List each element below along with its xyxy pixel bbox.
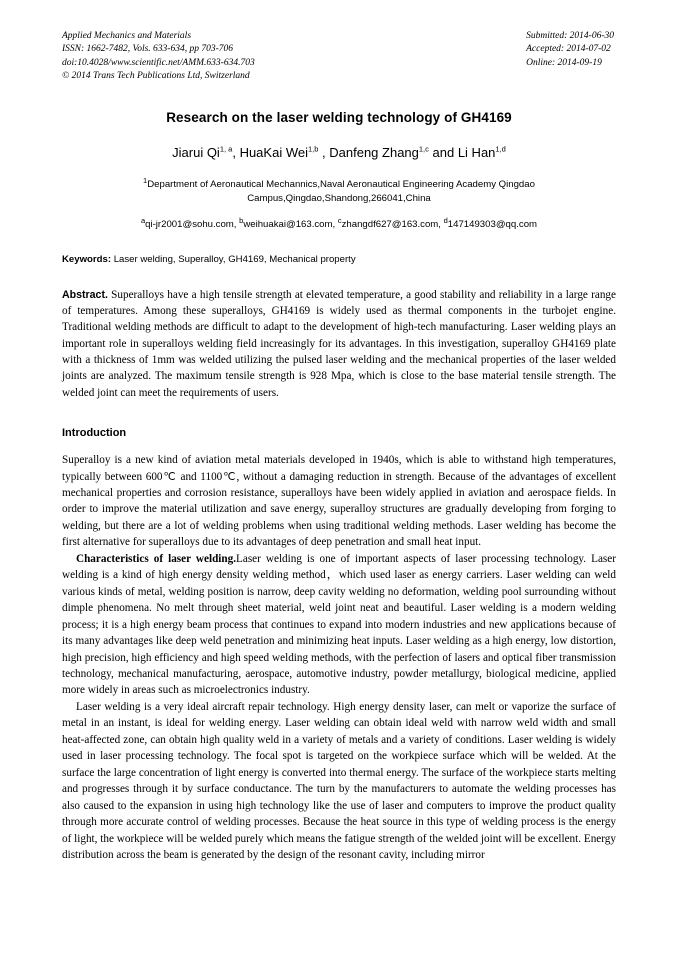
page-header: [62, 30, 616, 84]
author-name: , HuaKai Wei: [232, 144, 308, 160]
email-address[interactable]: zhangdf627@163.com,: [341, 218, 444, 230]
run-in-heading: Characteristics of laser welding.: [76, 552, 237, 565]
keywords-label: Keywords:: [62, 253, 112, 265]
author-affil-marker: 1,c: [418, 144, 429, 154]
submission-dates: [526, 30, 616, 70]
keywords: [62, 254, 616, 265]
author-name: and Li Han: [428, 144, 496, 160]
journal-doi: doi:10.4028/www.scientific.net/AMM.633-634.703: [62, 57, 255, 68]
email-marker: d: [443, 215, 448, 225]
abstract-label: Abstract.: [62, 288, 108, 301]
section-heading-introduction: Introduction: [62, 427, 127, 440]
author-affil-marker: 1,d: [495, 144, 506, 154]
keywords-value: Laser welding, Superalloy, GH4169, Mechanical property: [111, 253, 356, 265]
paragraph-text: Laser welding is one of important aspects of laser processing technology. Laser welding is a kind of high energy density welding method，which used laser as energy carriers. Laser welding can weld various kinds of metal, welding position is narrow, deep cavity welding no deformation, welding pool surrounding without dimple phenomena. No melt through sheet material, weld joint neat and beautiful. Laser welding is a modern welding process; it is a high energy beam process that continues to expand into modern industries and new applications because of its many advantages like deep weld penetration and minimizing heat inputs. Laser welding as a high energy, low distortion, high precision, high efficiency and high speed welding methods, with the perfection of lasers and optical fiber transmission technology, mechanical manufacturing, aerospace, automotive industry, powder metallurgy, biological medicine, applied more widely in areas such as microelectronics industry.: [62, 552, 616, 697]
email-address[interactable]: 147149303@qq.com: [447, 218, 538, 230]
affiliation-text: Department of Aeronautical Mechannics,Naval Aeronautical Engineering Academy Qingdao Campus,Qingdao,Shandong,266041,China: [147, 178, 535, 205]
abstract: [62, 287, 616, 402]
author-emails: [62, 215, 616, 230]
email-address[interactable]: weihuakai@163.com,: [243, 218, 338, 230]
journal-info: [62, 30, 255, 84]
email-address[interactable]: qi-jr2001@sohu.com,: [145, 218, 240, 230]
email-marker: c: [337, 215, 342, 225]
affiliation: [62, 175, 616, 207]
date-accepted: Accepted: 2014-07-02: [526, 44, 611, 55]
author-affil-marker: 1,b: [307, 144, 319, 154]
page-title: Research on the laser welding technology of GH4169: [166, 109, 512, 125]
email-marker: a: [140, 215, 146, 225]
paragraph: Laser welding is a very ideal aircraft repair technology. High energy density laser, can melt or vaporize the surface of metal in an instant, is ideal for welding energy. Laser welding can obtain ideal weld with narrow weld width and small heat-affected zone, can obtain high quality weld in a variety of metals and a variety of conditions. Laser welding is widely used in laser processing technology. The focal spot is targeted on the workpiece surface which will be welded. At the surface the large concentration of light energy is converted into thermal energy. The surface of the workpiece starts melting and progresses through it by surface conductance. The turn by the manufacturers to automate the welding processes has also caused to the expansion in using high technology like the use of laser and computers to improve the product quality through more accurate control of welding processes. Because the heat source in this type of welding process is the energy of light, the workpiece will be welded purely which means the fatigue strength of the welded joint will be excellent. Energy distribution across the beam is generated by the design of the resonant cavity, including mirror: [62, 700, 616, 861]
abstract-text: Superalloys have a high tensile strength at elevated temperature, a good stability and reliability in a large range of temperatures. Among these superalloys, GH4169 is widely used as thermal components in the turbojet engine. Traditional welding methods are difficult to adapt to the development of high-tech manufacturing. Laser welding plays an important role in superalloys welding field increasingly for its advantages. In this investigation, superalloy GH4169 plate with a thickness of 1mm was welded utilizing the pulsed laser welding and the mechanical properties of the laser welded joints are analyzed. The maximum tensile strength is 928 Mpa, which is close to the base material tensile strength. The welded joint can meet the requirements of users.: [62, 288, 616, 399]
paragraph: Superalloy is a new kind of aviation metal materials developed in 1940s, which is able to withstand high temperatures, typically between 600℃ and 1100℃, without a damaging reduction in strength. Because of the advantages of excellent mechanical properties and corrosion resistance, superalloys have been widely applied in aviation and aerospace fields. In order to improve the material utilization and save energy, superalloy structures are gradually developing from forging to welding, but there are a lot of welding problems when using traditional welding methods. Laser welding has become the first alternative for superalloys due to its advantages of deep penetration and small heat input.: [62, 454, 616, 549]
affiliation-marker: 1: [143, 175, 148, 185]
paragraph: [62, 551, 616, 699]
author-name: Jiarui Qi: [172, 144, 220, 160]
journal-copyright: © 2014 Trans Tech Publications Ltd, Switzerland: [62, 71, 250, 82]
journal-name: Applied Mechanics and Materials: [62, 31, 192, 41]
date-online: Online: 2014-09-19: [526, 57, 602, 68]
author-name: , Danfeng Zhang: [318, 144, 419, 160]
author-affil-marker: 1, a: [219, 144, 233, 154]
journal-issn: ISSN: 1662-7482, Vols. 633-634, pp 703-706: [62, 44, 233, 55]
author-list: [62, 145, 616, 162]
email-marker: b: [239, 215, 244, 225]
date-submitted: Submitted: 2014-06-30: [526, 31, 614, 41]
